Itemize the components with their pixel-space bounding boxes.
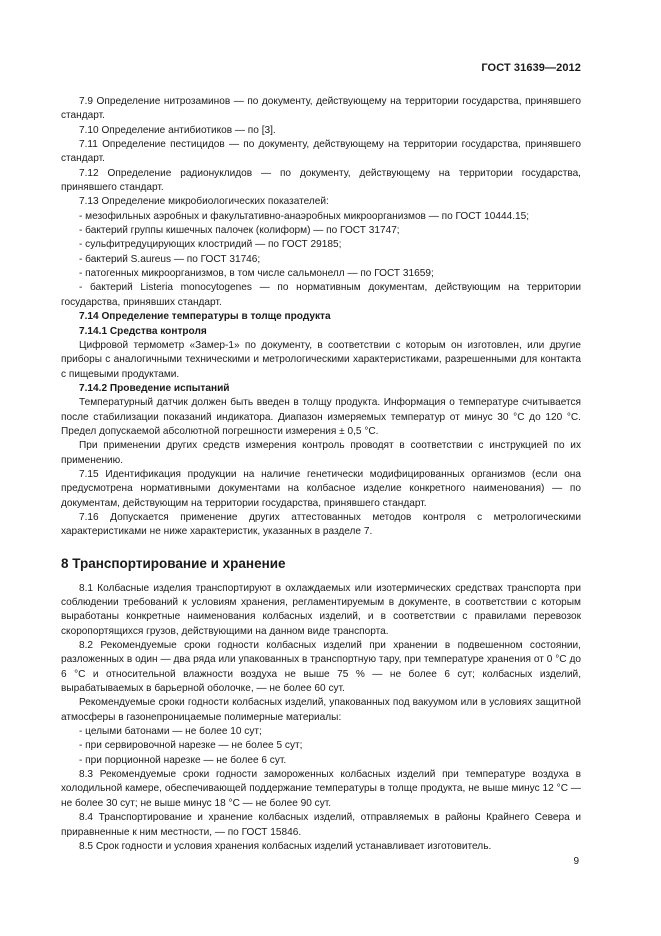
paragraph-7-15: 7.15 Идентификация продукции на наличие генетически модифицированных организмов (если она предусмотрена нормативными документами на колбасное изделие конкретного наименования) — по документам, действующим на территории государства, принявшего стандарт.	[61, 468, 581, 509]
paragraph-8-2b: Рекомендуемые сроки годности колбасных изделий, упакованных под вакуумом или в условиях защитной атмосферы в газонепроницаемые полимерные материалы:	[61, 697, 581, 723]
paragraph-7-14-1: Цифровой термометр «Замер-1» по документу, в соответствии с которым он изготовлен, или другие приборы с аналогичными техническими и метрологическими характеристиками, разрешенными для контакта с пищевыми продуктами.	[61, 339, 581, 380]
paragraph-8-4: 8.4 Транспортирование и хранение колбасных изделий, отправляемых в районы Крайнего Севера и приравненные к ним местности, — по ГОСТ 15846.	[61, 812, 581, 838]
heading-7-14-1: 7.14.1 Средства контроля	[79, 325, 207, 337]
list-item-storage: - при сервировочной нарезке — не более 5 сут;	[79, 740, 303, 752]
paragraph-8-3: 8.3 Рекомендуемые сроки годности замороженных колбасных изделий при температуре воздуха в холодильной камере, обеспечивающей поддержание температуры в толще продукта, не выше минус 12 °С — не более 30 сут; не выше минус 18 °С — не более 90 сут.	[61, 769, 581, 809]
paragraph-7-9: 7.9 Определение нитрозаминов — по документу, действующему на территории государства, принявшего стандарт.	[61, 96, 581, 122]
list-item-storage: - целыми батонами — не более 10 сут;	[79, 726, 262, 738]
paragraph-7-10: 7.10 Определение антибиотиков — по [3].	[79, 124, 276, 136]
page-content	[61, 95, 581, 854]
list-item-micro: - бактерий Listeria monocytogenes — по нормативным документам, действующим на территории государства, принявших стандарт.	[61, 282, 581, 308]
list-item-micro: - сульфитредуцирующих клостридий — по ГОСТ 29185;	[79, 239, 342, 251]
paragraph-8-1: 8.1 Колбасные изделия транспортируют в охлаждаемых или изотермических средствах транспорта при соблюдении требований к условиям хранения, регламентируемым в документе, в соответствии с которым выработаны конкретные наименования колбасных изделий, и в соответствии с правилами перевозок скоропортящихся грузов, действующими на данном виде транспорта.	[61, 582, 581, 637]
list-item-micro: - мезофильных аэробных и факультативно-анаэробных микроорганизмов — по ГОСТ 10444.15;	[79, 210, 530, 222]
paragraph-7-12: 7.12 Определение радионуклидов — по документу, действующему на территории государства, принявшего стандарт.	[61, 167, 581, 194]
list-item-micro: - бактерий группы кишечных палочек (колиформ) — по ГОСТ 31747;	[79, 225, 400, 237]
list-item-storage: - при порционной нарезке — не более 6 сут.	[79, 754, 287, 766]
list-item-micro: - патогенных микроорганизмов, в том числе сальмонелл — по ГОСТ 31659;	[79, 268, 434, 280]
paragraph-7-14-2a: Температурный датчик должен быть введен в толщу продукта. Информация о температуре считывается после стабилизации показаний индикатора. Диапазон измеряемых температур от минус 30 °С до 120 °С. Предел допускаемой абсолютной погрешности измерения ± 0,5 °С.	[61, 397, 581, 437]
paragraph-7-16: 7.16 Допускается применение других аттестованных методов контроля с метрологическими характеристиками не ниже характеристик, указанных в разделе 7.	[61, 511, 581, 538]
heading-7-14-2: 7.14.2 Проведение испытаний	[79, 382, 230, 394]
paragraph-7-14-2b: При применении других средств измерения контроль проводят в соответствии с инструкцией по их применению.	[61, 440, 581, 466]
page-number: 9	[573, 856, 579, 867]
paragraph-8-5: 8.5 Срок годности и условия хранения колбасных изделий устанавливает изготовитель.	[79, 840, 492, 852]
list-item-micro: - бактерий S.aureus — по ГОСТ 31746;	[79, 253, 261, 265]
paragraph-7-13: 7.13 Определение микробиологических показателей:	[79, 196, 329, 208]
document-code: ГОСТ 31639—2012	[481, 62, 581, 74]
paragraph-7-11: 7.11 Определение пестицидов — по документу, действующему на территории государства, принявшего стандарт.	[61, 139, 581, 165]
section-8-title: 8 Транспортирование и хранение	[61, 555, 286, 571]
paragraph-8-2: 8.2 Рекомендуемые сроки годности колбасных изделий при хранении в подвешенном состоянии, разложенных в один — два ряда или упакованных в транспортную тару, при температуре хранения от 0 °С до 6 °С и относительной влажности воздуха не выше 75 % — не более 6 сут; колбасных изделий, вырабатываемых в барьерной оболочке, — не более 60 сут.	[61, 640, 581, 695]
heading-7-14: 7.14 Определение температуры в толще продукта	[79, 311, 331, 323]
